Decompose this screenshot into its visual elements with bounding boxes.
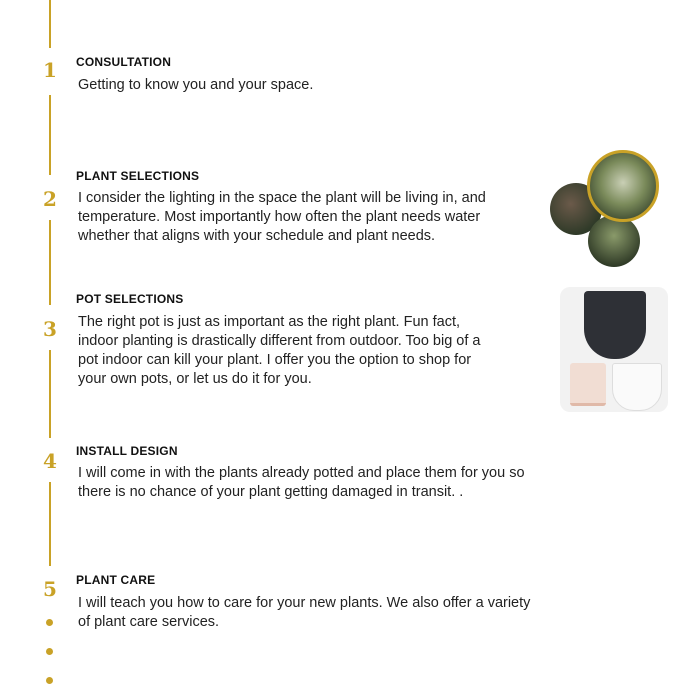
- pots-image: [560, 287, 668, 412]
- step-number-1: 1: [43, 58, 57, 82]
- timeline-line: [49, 220, 51, 305]
- timeline-line: [49, 482, 51, 566]
- timeline-line: [49, 95, 51, 175]
- step-description: I will come in with the plants already potted and place them for you so there is no chance of your plant getting damaged in transit. .: [78, 465, 525, 500]
- step-description: Getting to know you and your space.: [78, 77, 314, 93]
- white-pot: [612, 363, 662, 411]
- step-description: The right pot is just as important as the right plant. Fun fact, indoor planting is drastically different from outdoor. Too big of a pot indoor can kill your plant. I offer you the option to shop for your own pots, or let us do it for you.: [78, 314, 481, 387]
- timeline-line: [49, 350, 51, 438]
- step-description: I consider the lighting in the space the plant will be living in, and temperature. Most importantly how often the plant needs water whether that aligns with your schedule and plant needs.: [78, 190, 486, 244]
- timeline-dot: [46, 619, 53, 626]
- timeline-dot: [46, 648, 53, 655]
- step-number-2: 2: [43, 187, 57, 211]
- step-title: PLANT CARE: [76, 573, 156, 587]
- step-title: CONSULTATION: [76, 55, 172, 69]
- step-number-5: 5: [43, 577, 57, 601]
- black-pot: [584, 291, 646, 359]
- step-title: POT SELECTIONS: [76, 292, 184, 306]
- step-description: I will teach you how to care for your new plants. We also offer a variety of plant care services.: [78, 595, 531, 630]
- pink-pot: [570, 363, 606, 406]
- plant-photo: [588, 215, 640, 267]
- timeline-line: [49, 0, 51, 48]
- step-number-3: 3: [43, 317, 57, 341]
- step-title: PLANT SELECTIONS: [76, 169, 200, 183]
- timeline-dot: [46, 677, 53, 684]
- step-title: INSTALL DESIGN: [76, 444, 178, 458]
- plant-photo: [587, 150, 659, 222]
- step-number-4: 4: [43, 449, 57, 473]
